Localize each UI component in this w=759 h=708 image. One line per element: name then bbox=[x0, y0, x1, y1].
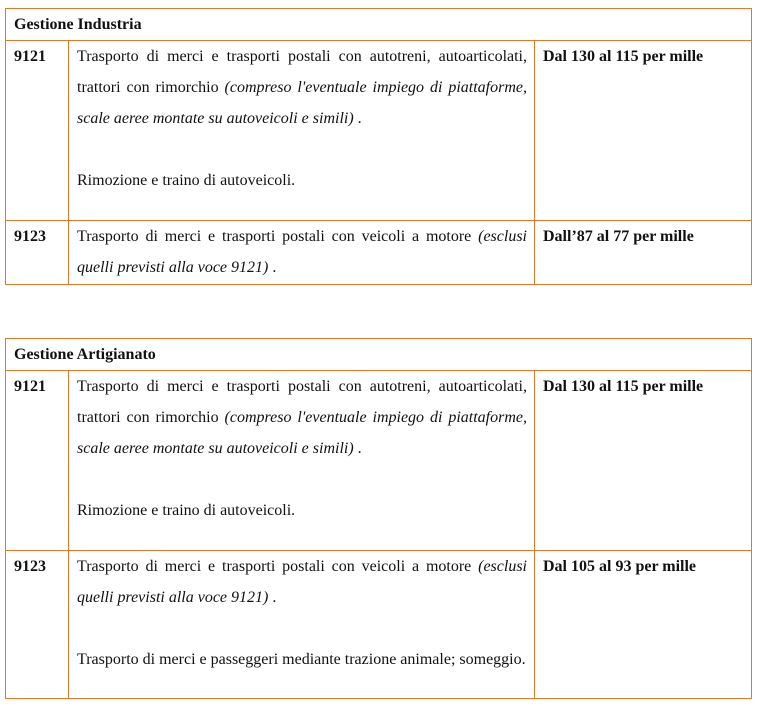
description-text bbox=[77, 371, 527, 464]
rate-cell: Dall’87 al 77 per mille bbox=[535, 221, 752, 285]
description-tail: . bbox=[353, 110, 362, 127]
code-cell: 9123 bbox=[6, 551, 69, 699]
description-italic: (esclusi quelli previsti alla voce 9121) bbox=[77, 228, 527, 276]
description-cell bbox=[69, 41, 535, 221]
code-cell: 9121 bbox=[6, 41, 69, 221]
table-gestione-industria bbox=[5, 8, 752, 285]
description-italic: (compreso l'eventuale impiego di piattaforme, scale aeree montate su autoveicoli e simili) bbox=[77, 409, 528, 457]
description-plain: Trasporto di merci e trasporti postali con veicoli a motore bbox=[77, 558, 479, 575]
description-extra: Trasporto di merci e passeggeri mediante trazione animale; someggio. bbox=[77, 651, 526, 668]
table-row bbox=[6, 371, 752, 551]
description-italic: (esclusi quelli previsti alla voce 9121) bbox=[77, 558, 527, 606]
table-gestione-artigianato bbox=[5, 338, 752, 699]
description-plain: Trasporto di merci e trasporti postali con autotreni, autoarticolati, trattori con rimorchio bbox=[77, 48, 527, 96]
rate-cell: Dal 130 al 115 per mille bbox=[535, 41, 752, 221]
description-text bbox=[77, 41, 527, 134]
code-cell: 9121 bbox=[6, 371, 69, 551]
paragraph-gap bbox=[77, 613, 527, 644]
description-extra: Rimozione e traino di autoveicoli. bbox=[77, 172, 296, 189]
description-tail: . bbox=[268, 259, 277, 276]
description-cell bbox=[69, 221, 535, 285]
table-row bbox=[6, 551, 752, 699]
description-tail: . bbox=[353, 440, 362, 457]
description-text bbox=[77, 221, 527, 283]
description-tail: . bbox=[268, 589, 277, 606]
section-title: Gestione Industria bbox=[6, 9, 752, 41]
section-header-row bbox=[6, 339, 752, 371]
table-row bbox=[6, 41, 752, 221]
code-cell: 9123 bbox=[6, 221, 69, 285]
description-plain: Trasporto di merci e trasporti postali con autotreni, autoarticolati, trattori con rimorchio bbox=[77, 378, 527, 426]
section-header-row bbox=[6, 9, 752, 41]
description-cell bbox=[69, 551, 535, 699]
description-cell bbox=[69, 371, 535, 551]
paragraph-gap bbox=[77, 134, 527, 165]
description-extra: Rimozione e traino di autoveicoli. bbox=[77, 502, 296, 519]
rate-cell: Dal 105 al 93 per mille bbox=[535, 551, 752, 699]
section-title: Gestione Artigianato bbox=[6, 339, 752, 371]
description-plain: Trasporto di merci e trasporti postali con veicoli a motore bbox=[77, 228, 479, 245]
table-row bbox=[6, 221, 752, 285]
rate-cell: Dal 130 al 115 per mille bbox=[535, 371, 752, 551]
description-italic: (compreso l'eventuale impiego di piattaforme, scale aeree montate su autoveicoli e simili) bbox=[77, 79, 528, 127]
description-text bbox=[77, 551, 527, 613]
paragraph-gap bbox=[77, 464, 527, 495]
